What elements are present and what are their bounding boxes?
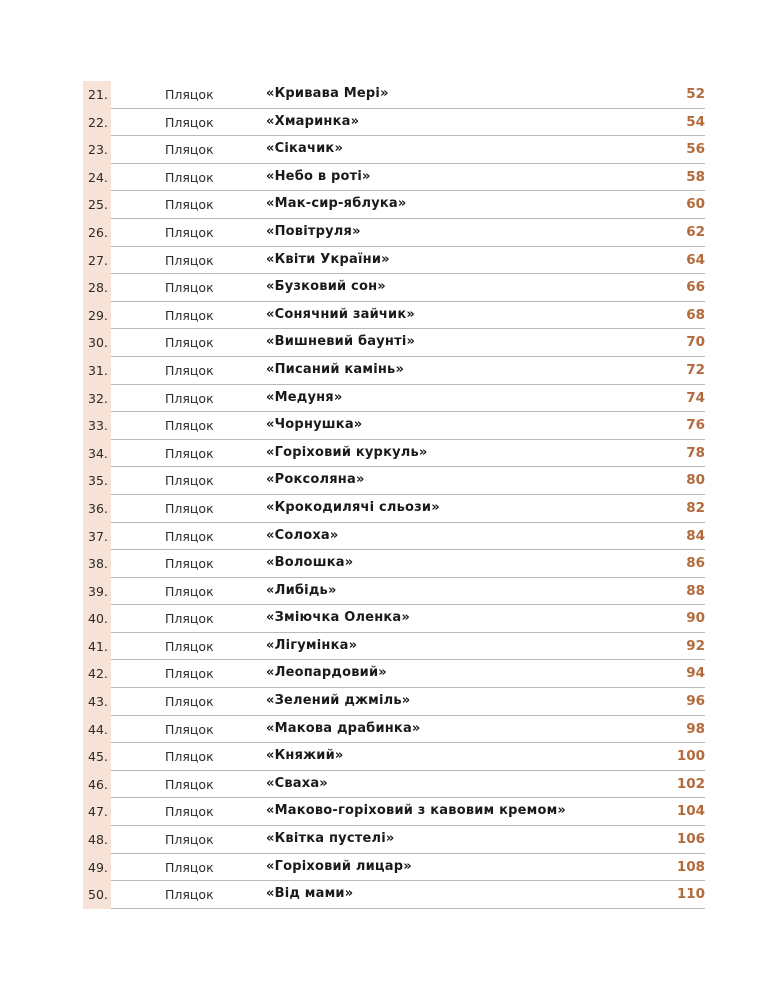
entry-page-number: 68 <box>686 306 705 323</box>
entry-kind: Пляцок <box>165 114 214 130</box>
toc-row[interactable] <box>83 357 705 385</box>
entry-kind: Пляцок <box>165 335 214 351</box>
entry-title: «Сікачик» <box>266 141 344 157</box>
entry-kind: Пляцок <box>165 197 214 213</box>
entry-page-number: 56 <box>686 141 705 158</box>
entry-kind: Пляцок <box>165 252 214 268</box>
entry-kind: Пляцок <box>165 638 214 654</box>
entry-page-number: 66 <box>686 279 705 296</box>
toc-row[interactable] <box>83 440 705 468</box>
entry-number: 27. <box>88 252 108 268</box>
entry-kind: Пляцок <box>165 390 214 406</box>
entry-kind: Пляцок <box>165 611 214 627</box>
entry-kind: Пляцок <box>165 473 214 489</box>
entry-number: 31. <box>88 362 108 378</box>
entry-kind: Пляцок <box>165 694 214 710</box>
toc-row[interactable] <box>83 798 705 826</box>
entry-number: 45. <box>88 749 108 765</box>
entry-page-number: 82 <box>686 499 705 516</box>
entry-page-number: 102 <box>676 775 705 792</box>
entry-title: «Небо в роті» <box>266 168 371 184</box>
entry-kind: Пляцок <box>165 224 214 240</box>
entry-page-number: 54 <box>686 113 705 130</box>
entry-page-number: 74 <box>686 389 705 406</box>
entry-page-number: 86 <box>686 555 705 572</box>
entry-number: 48. <box>88 832 108 848</box>
entry-number: 26. <box>88 224 108 240</box>
entry-page-number: 96 <box>686 693 705 710</box>
entry-kind: Пляцок <box>165 832 214 848</box>
entry-title: «Вишневий баунті» <box>266 334 416 350</box>
entry-kind: Пляцок <box>165 859 214 875</box>
toc-row[interactable] <box>83 660 705 688</box>
toc-row[interactable] <box>83 329 705 357</box>
entry-title: «Роксоляна» <box>266 472 365 488</box>
toc-row[interactable] <box>83 385 705 413</box>
entry-title: «Бузковий сон» <box>266 279 386 295</box>
entry-number: 23. <box>88 142 108 158</box>
entry-kind: Пляцок <box>165 280 214 296</box>
toc-row[interactable] <box>83 495 705 523</box>
entry-title: «Зелений джміль» <box>266 693 411 709</box>
toc-row[interactable] <box>83 716 705 744</box>
entry-page-number: 108 <box>676 858 705 875</box>
toc-row[interactable] <box>83 578 705 606</box>
toc-row[interactable] <box>83 633 705 661</box>
entry-number: 34. <box>88 445 108 461</box>
entry-number: 47. <box>88 804 108 820</box>
entry-page-number: 84 <box>686 527 705 544</box>
entry-title: «Солоха» <box>266 527 339 543</box>
toc-row[interactable] <box>83 81 705 109</box>
entry-kind: Пляцок <box>165 776 214 792</box>
entry-kind: Пляцок <box>165 445 214 461</box>
entry-number: 39. <box>88 583 108 599</box>
toc-row[interactable] <box>83 219 705 247</box>
entry-number: 32. <box>88 390 108 406</box>
entry-page-number: 94 <box>686 665 705 682</box>
entry-title: «Від мами» <box>266 886 354 902</box>
entry-page-number: 60 <box>686 196 705 213</box>
table-of-contents <box>83 81 705 909</box>
toc-row[interactable] <box>83 467 705 495</box>
entry-kind: Пляцок <box>165 749 214 765</box>
toc-row[interactable] <box>83 302 705 330</box>
entry-kind: Пляцок <box>165 887 214 903</box>
entry-kind: Пляцок <box>165 418 214 434</box>
entry-title: «Хмаринка» <box>266 113 360 129</box>
entry-kind: Пляцок <box>165 362 214 378</box>
entry-kind: Пляцок <box>165 500 214 516</box>
entry-kind: Пляцок <box>165 556 214 572</box>
entry-title: «Квіти України» <box>266 251 390 267</box>
entry-page-number: 104 <box>676 803 705 820</box>
entry-kind: Пляцок <box>165 666 214 682</box>
toc-row[interactable] <box>83 109 705 137</box>
entry-kind: Пляцок <box>165 307 214 323</box>
entry-page-number: 70 <box>686 334 705 351</box>
entry-kind: Пляцок <box>165 583 214 599</box>
entry-number: 38. <box>88 556 108 572</box>
entry-page-number: 98 <box>686 720 705 737</box>
entry-title: «Мак-сир-яблука» <box>266 196 407 212</box>
entry-title: «Горіховий куркуль» <box>266 444 428 460</box>
entry-page-number: 80 <box>686 472 705 489</box>
toc-row[interactable] <box>83 771 705 799</box>
toc-row[interactable] <box>83 164 705 192</box>
entry-number: 21. <box>88 87 108 102</box>
entry-page-number: 58 <box>686 168 705 185</box>
entry-number: 35. <box>88 473 108 489</box>
entry-title: «Горіховий лицар» <box>266 858 412 874</box>
entry-number: 29. <box>88 307 108 323</box>
entry-kind: Пляцок <box>165 721 214 737</box>
entry-page-number: 62 <box>686 223 705 240</box>
entry-title: «Кривава Мері» <box>266 86 389 101</box>
entry-page-number: 90 <box>686 610 705 627</box>
entry-title: «Лігумінка» <box>266 637 358 653</box>
toc-row[interactable] <box>83 523 705 551</box>
entry-number: 41. <box>88 638 108 654</box>
entry-page-number: 100 <box>676 748 705 765</box>
entry-title: «Писаний камінь» <box>266 361 405 377</box>
entry-kind: Пляцок <box>165 804 214 820</box>
toc-row[interactable] <box>83 881 705 909</box>
entry-title: «Медуня» <box>266 389 343 405</box>
entry-kind: Пляцок <box>165 169 214 185</box>
entry-title: «Крокодилячі сльози» <box>266 499 440 515</box>
toc-row[interactable] <box>83 854 705 882</box>
entry-number: 42. <box>88 666 108 682</box>
entry-page-number: 64 <box>686 251 705 268</box>
entry-title: «Макова драбинка» <box>266 720 421 736</box>
toc-row[interactable] <box>83 826 705 854</box>
toc-row[interactable] <box>83 274 705 302</box>
entry-number: 33. <box>88 418 108 434</box>
toc-row[interactable] <box>83 412 705 440</box>
toc-rows <box>83 81 705 909</box>
entry-number: 24. <box>88 169 108 185</box>
entry-number: 36. <box>88 500 108 516</box>
entry-number: 30. <box>88 335 108 351</box>
entry-page-number: 76 <box>686 417 705 434</box>
toc-row[interactable] <box>83 191 705 219</box>
entry-page-number: 88 <box>686 582 705 599</box>
entry-number: 40. <box>88 611 108 627</box>
entry-title: «Квітка пустелі» <box>266 831 395 847</box>
entry-number: 25. <box>88 197 108 213</box>
entry-title: «Либідь» <box>266 582 337 598</box>
toc-row[interactable] <box>83 550 705 578</box>
entry-title: «Маково-горіховий з кавовим кремом» <box>266 803 567 819</box>
entry-number: 28. <box>88 280 108 296</box>
entry-page-number: 92 <box>686 637 705 654</box>
entry-page-number: 72 <box>686 361 705 378</box>
toc-row[interactable] <box>83 247 705 275</box>
toc-row[interactable] <box>83 743 705 771</box>
entry-title: «Леопардовий» <box>266 665 387 681</box>
entry-number: 44. <box>88 721 108 737</box>
entry-page-number: 110 <box>676 886 705 903</box>
entry-number: 43. <box>88 694 108 710</box>
entry-title: «Княжий» <box>266 748 344 764</box>
entry-number: 46. <box>88 776 108 792</box>
toc-row[interactable] <box>83 605 705 633</box>
entry-number: 49. <box>88 859 108 875</box>
entry-title: «Повітруля» <box>266 223 361 239</box>
entry-page-number: 106 <box>676 831 705 848</box>
entry-title: «Сваха» <box>266 775 328 791</box>
entry-page-number: 78 <box>686 444 705 461</box>
entry-kind: Пляцок <box>165 528 214 544</box>
entry-kind: Пляцок <box>165 87 214 102</box>
entry-title: «Волошка» <box>266 555 354 571</box>
entry-number: 37. <box>88 528 108 544</box>
toc-row[interactable] <box>83 136 705 164</box>
entry-number: 22. <box>88 114 108 130</box>
entry-page-number: 52 <box>686 86 705 102</box>
entry-title: «Чорнушка» <box>266 417 363 433</box>
toc-row[interactable] <box>83 688 705 716</box>
entry-number: 50. <box>88 887 108 903</box>
entry-kind: Пляцок <box>165 142 214 158</box>
entry-title: «Сонячний зайчик» <box>266 306 415 322</box>
entry-title: «Зміючка Оленка» <box>266 610 410 626</box>
